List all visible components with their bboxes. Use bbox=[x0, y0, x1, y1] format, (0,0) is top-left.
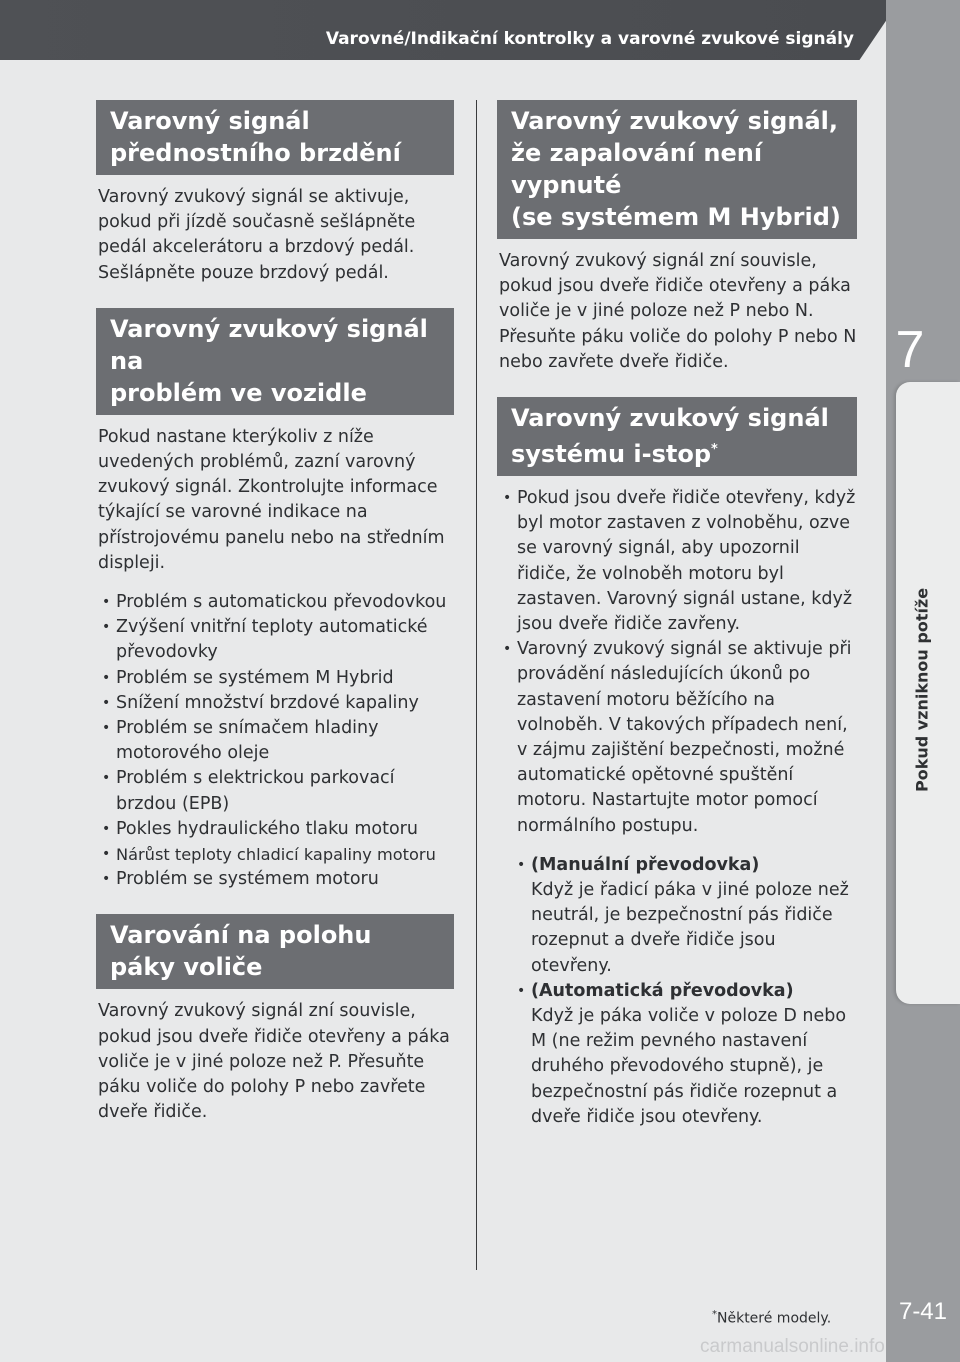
list-item: • Problém s automatickou převodovkou bbox=[96, 590, 454, 615]
ignition-not-off-text: Varovný zvukový signál zní souvisle, pokud jsou dveře řidiče otevřeny a páka voliče je v jiné poloze než P nebo N. Přesuňte páku voliče do polohy P nebo N nebo zavřete dveře řidiče. bbox=[499, 251, 857, 372]
section-heading-i-stop: Varovný zvukový signál systému i-stop* bbox=[497, 397, 857, 476]
list-item: • Problém se snímačem hladiny motorového oleje bbox=[96, 716, 454, 766]
list-item: • Pokud jsou dveře řidiče otevřeny, když byl motor zastaven z volnoběhu, ozve se varovný signál, aby upozornil řidiče, že volnoběh motoru byl zastaven. Varovný signál ustane, když jsou dveře řidiče zavřeny. bbox=[497, 486, 857, 637]
i-stop-list bbox=[497, 486, 857, 1130]
list-item: • Problém se systémem motoru bbox=[96, 867, 454, 892]
left-column bbox=[96, 100, 454, 1147]
right-column bbox=[497, 100, 857, 1152]
automatic-transmission-text: Když je páka voliče v poloze D nebo M (ne režim pevného nastavení druhého převodového stupně), je bezpečnostní pás řidiče rozepnut a dveře řidiče jsou otevřeny. bbox=[531, 1006, 847, 1127]
selector-position-text: Varovný zvukový signál zní souvisle, pokud jsou dveře řidiče otevřeny a páka voliče je v jiné poloze než P. Přesuňte páku voliče do polohy P nebo zavřete dveře řidiče. bbox=[98, 1001, 450, 1123]
list-item: • Problém s elektrickou parkovací brzdou (EPB) bbox=[96, 766, 454, 816]
header-title: Varovné/Indikační kontrolky a varovné zvukové signály bbox=[325, 29, 854, 49]
column-divider bbox=[476, 100, 477, 1270]
vehicle-problem-text: Pokud nastane kterýkoliv z níže uvedených problémů, zazní varovný zvukový signál. Zkontrolujte informace týkající se varovné indikace na přístrojovému panelu nebo na středním displeji. bbox=[98, 426, 445, 573]
section-heading-vehicle-problem: Varovný zvukový signál na problém ve vozidle bbox=[96, 308, 454, 415]
manual-transmission-title: • (Manuální převodovka) bbox=[531, 854, 760, 875]
footnote: *Některé modely. bbox=[712, 1309, 832, 1327]
page-number: 7-41 bbox=[898, 1298, 948, 1325]
list-item: • Nárůst teploty chladicí kapaliny motoru bbox=[96, 842, 454, 867]
manual-transmission-text: Když je řadicí páka v jiné poloze než neutrál, je bezpečnostní pás řidiče rozepnut a dveře řidiče jsou otevřeny. bbox=[531, 880, 849, 976]
automatic-transmission-title: • (Automatická převodovka) bbox=[531, 980, 794, 1001]
list-item: • Snížení množství brzdové kapaliny bbox=[96, 691, 454, 716]
section-heading-selector-position: Varování na polohu páky voliče bbox=[96, 914, 454, 989]
list-item: • Varovný zvukový signál se aktivuje při provádění následujících úkonů po zastavení motoru běžícího na volnoběh. V takových případech není, v zájmu zajištění bezpečnosti, možné automatické opětovné spuštění motoru. Nastartujte motor pomocí normálního postupu. • (Manuální převodovka) Když je řadicí páka v jiné poloze než neutrál, je bezpečnostní pás řidiče rozepnut a dveře řidiče jsou otevřeny. • (Automatická převodovka) Když je páka voliče v poloze D nebo M (ne režim pevného nastavení druhého převodového stupně), je bezpečnostní pás řidiče rozepnut a dveře řidiče jsou otevřeny. bbox=[497, 637, 857, 1130]
list-item: • Problém se systémem M Hybrid bbox=[96, 666, 454, 691]
list-item: • Zvýšení vnitřní teploty automatické převodovky bbox=[96, 615, 454, 665]
watermark: carmanualsonline.info bbox=[700, 1336, 885, 1357]
section-heading-ignition-not-off: Varovný zvukový signál, že zapalování není vypnuté (se systémem M Hybrid) bbox=[497, 100, 857, 239]
chapter-number: 7 bbox=[895, 321, 925, 379]
priority-braking-text: Varovný zvukový signál se aktivuje, pokud při jízdě současně sešlápněte pedál akcelerátoru a brzdový pedál. Sešlápněte pouze brzdový pedál. bbox=[98, 187, 416, 283]
footnote-mark: * bbox=[711, 442, 718, 458]
list-item: • Pokles hydraulického tlaku motoru bbox=[96, 817, 454, 842]
list-item bbox=[517, 979, 857, 1130]
chapter-label: Pokud vzniknou potíže bbox=[912, 587, 932, 793]
section-heading-priority-braking: Varovný signál přednostního brzdění bbox=[96, 100, 454, 175]
list-item bbox=[517, 853, 857, 979]
transmission-sublist bbox=[517, 853, 857, 1130]
problem-list bbox=[96, 590, 454, 892]
